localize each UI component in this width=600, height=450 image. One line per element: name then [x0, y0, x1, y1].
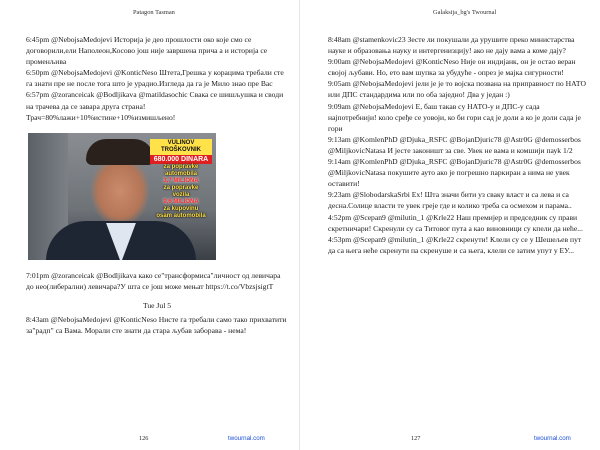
- tweet-entry: 4:52pm @Scepan9 @milutin_1 @Krle22 Наш премијер и председник су прави скретничари! Скренули су са Титовог пута а као виновници су кпели да нећe...: [328, 212, 583, 233]
- site-link-left[interactable]: twournal.com: [228, 435, 265, 442]
- tweet-entry: 8:48am @stamenkovic23 Зесте ли покушали да урушите преко министарства науке и образовања науку и интергенизцију! ако не дају вама а коме дају?: [328, 35, 575, 56]
- tweet-entry: 7:01pm @zoranceicak @Bodljikava како се"трансформиса"личност од левичара до нео(либерални) левичара?У шта се још може мењат https://t.co/VbzsjsigtT: [26, 270, 281, 291]
- tweet-entry: 6:57pm @zoranceicak @Bodljikava @matildasochic Свака се шишљушка и своди на трачева да се завара друга страна! Трач=80%лажи+10%истине+10%измишљено!: [26, 90, 284, 122]
- caption-line: vozila: [172, 191, 190, 198]
- tweet-entry: 8:43am @NebojsaMedojevi @KonticNeso Нисте га требали само тако прихватити за"радп" са Вама. Морали сте знати да стара љубав заборава - нема!: [26, 315, 287, 336]
- tweet-entry: 6:50pm @NebojsaMedojevi @KonticNeso Штета,Грешка у корацима требали сте га знати пре не после тога што је урадио.Изгледа да га је Мило знао пре Вас: [26, 68, 284, 89]
- tweet-entry: 9:13am @KomlenPhD @Djuka_RSFC @BojanDjuric78 @Astr0G @demosserbos @MiljkovicNatasa И јесте законишт за све. Увек не вама и комшији пауk 1/2: [328, 134, 581, 155]
- tweet-entry: 9:23am @SlobodarskaSrbi Ех! Шта значи бити уз сваку власт и са лева и са десна.Солице власти те увек греје где и колико треба са осмехом и парама..: [328, 190, 572, 211]
- tweet-entry: 9:05am @NebojsaMedojevi јели је је то војска позвана на приправност по НАТО или ДПС стандардима или по оба заједно! Два у један :): [328, 79, 586, 100]
- photo-hair: [86, 139, 154, 165]
- caption-line: 9,6 MILIONA: [163, 198, 199, 205]
- site-link-right[interactable]: twournal.com: [534, 435, 571, 442]
- caption-line: 3,7 MILIONA: [163, 177, 199, 184]
- running-head-right: Galaksija_bg's Twournal: [433, 9, 497, 16]
- photo-caption-overlay: [150, 139, 212, 220]
- tweet-entry: 9:00am @NebojsaMedojevi @KonticNeso Није он индијанк, он је остао веран својој љубави. Но, ето вам шупка за убудуће - опрез је мајка сигурности!: [328, 57, 576, 78]
- caption-line: za popravke: [163, 184, 199, 191]
- caption-title: VULINOV TROŠKOVNIK: [150, 139, 212, 155]
- left-column: [26, 34, 288, 336]
- page-number-right: 127: [411, 435, 421, 442]
- running-head-left: Patagon Tasman: [133, 9, 175, 16]
- tweet-entry: 9:14am @KomlenPhD @Djuka_RSFC @BojanDjuric78 @Astr0G @demosserbos @MiljkovicNatasa покушите ауто ако је погрешно паркиран а нима не увек оставити!: [328, 157, 581, 189]
- right-page: [300, 0, 600, 450]
- embedded-photo: [28, 133, 216, 260]
- tweet-entry: 6:45pm @NebojsaMedojevi Историја је део прошлости око које смо се договорили,ели Наполеон,Косово још није завршена прича а и историја се променљива: [26, 35, 268, 67]
- caption-line: osam automobila: [156, 212, 206, 219]
- right-column: [328, 34, 586, 256]
- caption-line: za popravke: [163, 163, 199, 170]
- tweet-entry: 4:53pm @Scepan9 @milutin_1 @Krle22 скренути! Клели су се у Шешељев пут да са њега неће скренути па скренуше и са њега, клели се затим упут у ЕУ...: [328, 234, 582, 255]
- caption-line: automobila: [164, 170, 197, 177]
- page-number-left: 126: [139, 435, 149, 442]
- tweet-entry: 9:09am @NebojsaMedojevi Е, баш такав су НАТО-у и ДПС-у сада најпотребнији! коло сређе се уовоји, ко би гори сад је доли а ко је доли сада је гори: [328, 101, 581, 133]
- day-heading: Tue Jul 5: [143, 300, 171, 310]
- caption-amount: 680.000 DINARA: [150, 155, 212, 164]
- caption-line: za kupovinu: [163, 205, 199, 212]
